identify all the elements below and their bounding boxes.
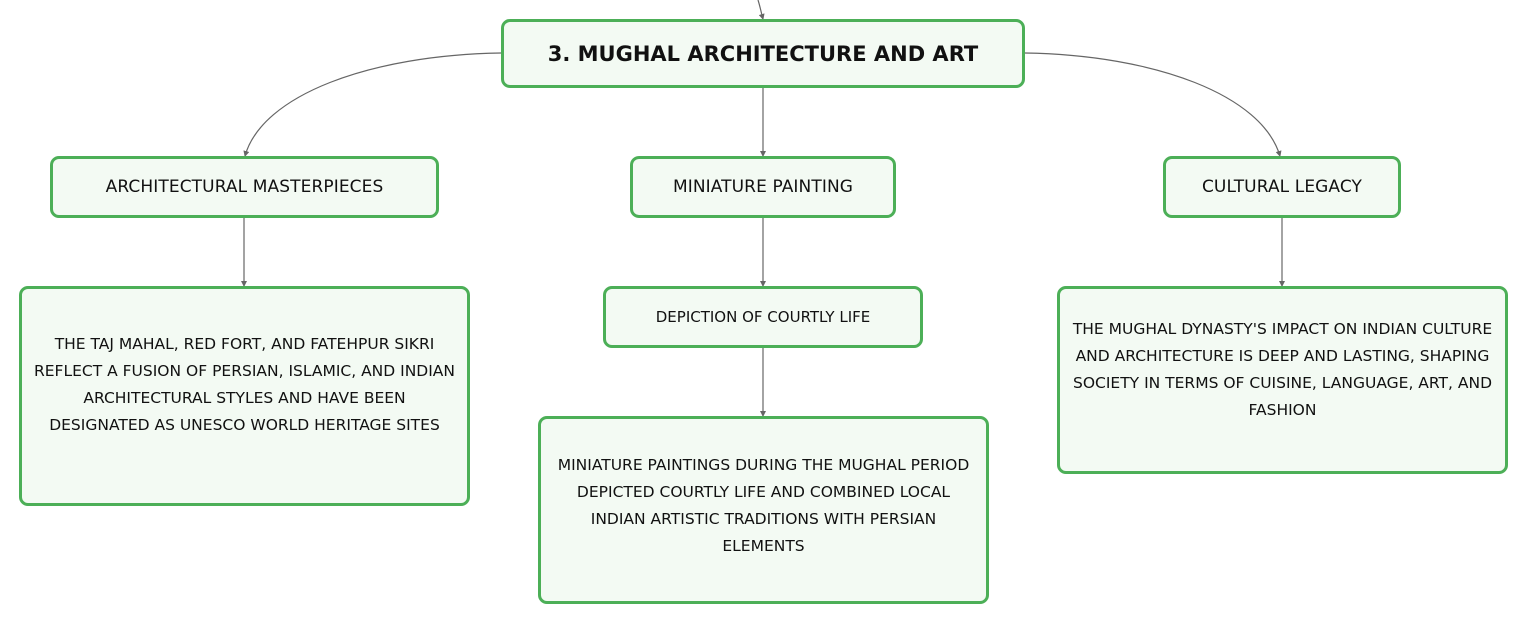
miniature-painting-detail-node[interactable] bbox=[538, 416, 989, 604]
architecture-detail-text: THE TAJ MAHAL, RED FORT, AND FATEHPUR SIKRI REFLECT A FUSION OF PERSIAN, ISLAMIC, AND INDIAN ARCHITECTURAL STYLES AND HAVE BEEN DESIGNATED AS UNESCO WORLD HERITAGE SITES bbox=[33, 335, 456, 434]
architecture-node-label: ARCHITECTURAL MASTERPIECES bbox=[105, 177, 384, 197]
cultural-legacy-node[interactable] bbox=[1163, 156, 1401, 218]
cultural-legacy-detail-node[interactable] bbox=[1057, 286, 1508, 474]
connector-parent-to-root bbox=[758, 0, 763, 19]
cultural-legacy-node-label: CULTURAL LEGACY bbox=[1201, 177, 1363, 197]
miniature-painting-node[interactable] bbox=[630, 156, 896, 218]
courtly-life-node-label: DEPICTION OF COURTLY LIFE bbox=[655, 308, 871, 326]
architecture-node[interactable] bbox=[50, 156, 439, 218]
connector-root-to-architecture bbox=[245, 53, 501, 156]
miniature-painting-detail-text: MINIATURE PAINTINGS DURING THE MUGHAL PERIOD DEPICTED COURTLY LIFE AND COMBINED LOCAL INDIAN ARTISTIC TRADITIONS WITH PERSIAN ELEMENTS bbox=[557, 456, 970, 555]
courtly-life-node[interactable] bbox=[603, 286, 923, 348]
root-node[interactable] bbox=[501, 19, 1025, 88]
miniature-painting-node-label: MINIATURE PAINTING bbox=[672, 177, 854, 197]
architecture-detail-node[interactable] bbox=[19, 286, 470, 506]
root-node-label: 3. MUGHAL ARCHITECTURE AND ART bbox=[547, 41, 979, 66]
cultural-legacy-detail-text: THE MUGHAL DYNASTY'S IMPACT ON INDIAN CULTURE AND ARCHITECTURE IS DEEP AND LASTING, SHAPING SOCIETY IN TERMS OF CUISINE, LANGUAGE, ART, AND FASHION bbox=[1072, 320, 1493, 419]
connector-root-to-legacy bbox=[1025, 53, 1280, 156]
